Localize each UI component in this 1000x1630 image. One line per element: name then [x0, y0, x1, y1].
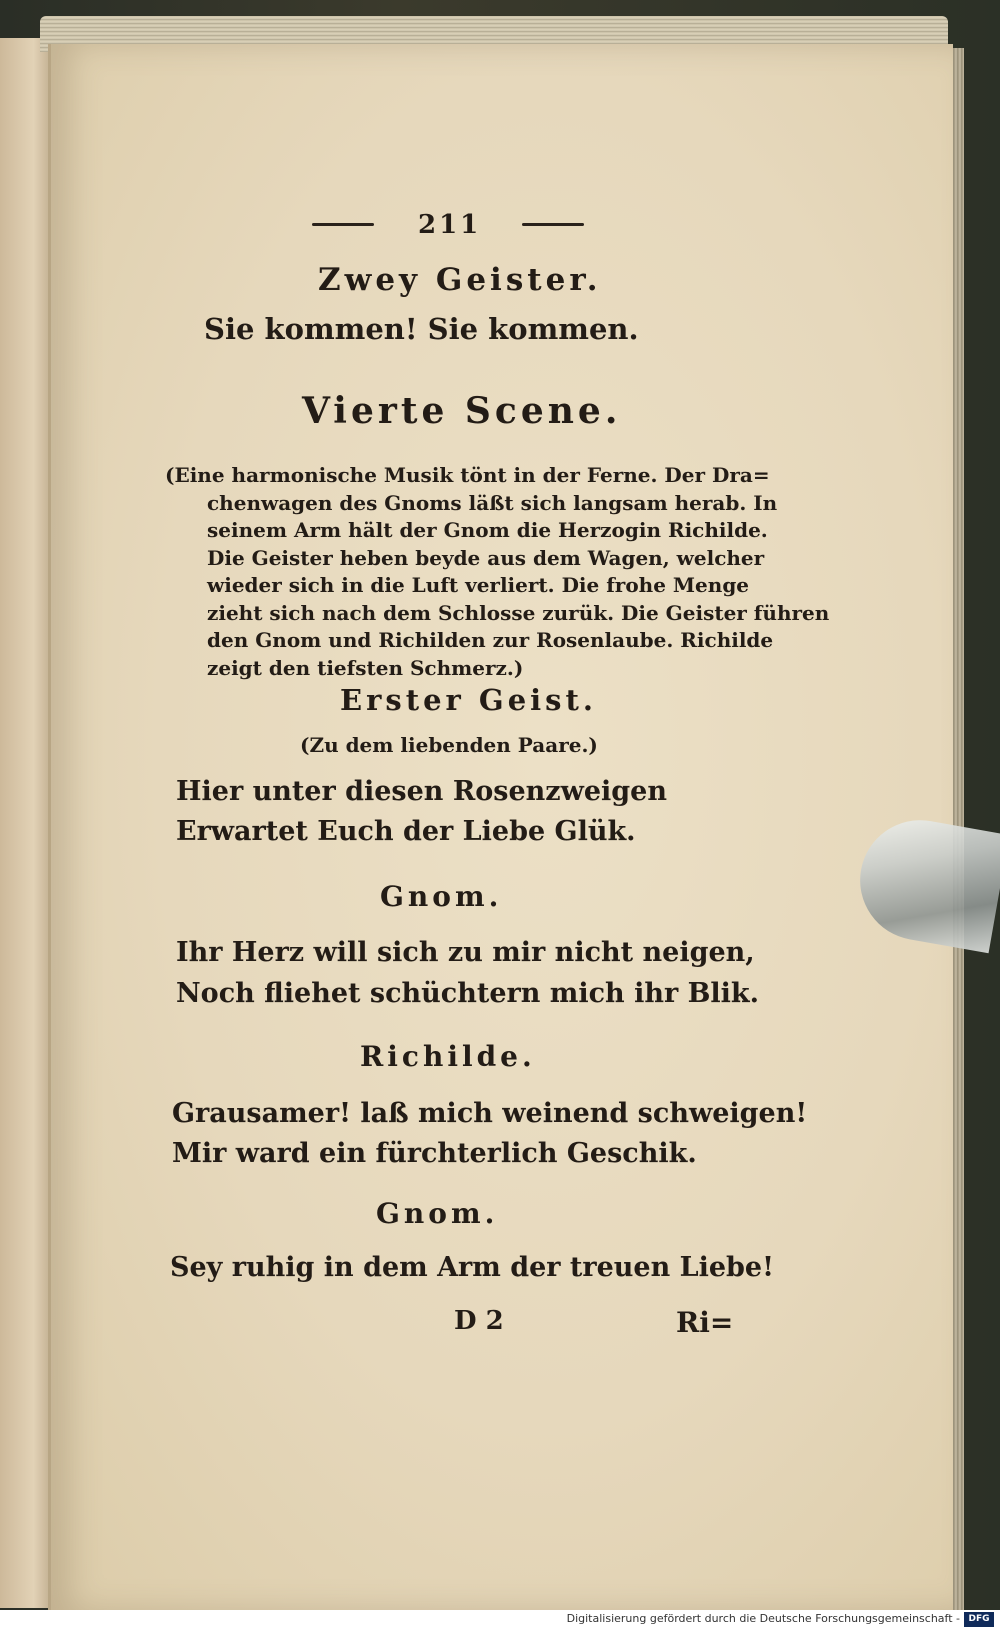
- verse-line: Erwartet Euch der Liebe Glük.: [176, 816, 636, 847]
- stage-direction-line: (Eine harmonische Musik tönt in der Ferne. Der Dra=: [165, 463, 770, 487]
- scene-title: Vierte Scene.: [302, 390, 622, 432]
- stage-direction-short: (Zu dem liebenden Paare.): [300, 733, 598, 757]
- stage-direction-line: wieder sich in die Luft verliert. Die frohe Menge: [207, 573, 750, 597]
- page-number-rule-right: [522, 223, 584, 226]
- stage-direction-line: zeigt den tiefsten Schmerz.): [207, 655, 524, 680]
- verse-line: Ihr Herz will sich zu mir nicht neigen,: [176, 937, 755, 968]
- speaker-zwey-geister: Zwey Geister.: [318, 262, 602, 298]
- page-number: 211: [418, 210, 482, 240]
- verse-line: Sie kommen! Sie kommen.: [204, 312, 639, 346]
- stage-direction: [165, 462, 830, 682]
- dfg-logo: DFG: [964, 1612, 994, 1627]
- verse-line: Mir ward ein fürchterlich Geschik.: [172, 1138, 697, 1169]
- verse-line: Grausamer! laß mich weinend schweigen!: [172, 1098, 808, 1129]
- verse-line: Sey ruhig in dem Arm der treuen Liebe!: [170, 1252, 774, 1283]
- stage-direction-line: chenwagen des Gnoms läßt sich langsam herab. In: [207, 490, 778, 515]
- footer-bar: [0, 1610, 1000, 1630]
- catchword: Ri=: [676, 1306, 734, 1339]
- stage-direction-line: zieht sich nach dem Schlosse zurük. Die Geister führen: [207, 600, 830, 625]
- footer-credit: Digitalisierung gefördert durch die Deutsche Forschungsgemeinschaft -: [566, 1612, 960, 1625]
- speaker-gnom: Gnom.: [376, 1197, 499, 1230]
- stage-direction-line: seinem Arm hält der Gnom die Herzogin Richilde.: [207, 518, 768, 542]
- speaker-gnom: Gnom.: [380, 880, 503, 913]
- stage-direction-line: Die Geister heben beyde aus dem Wagen, welcher: [207, 545, 765, 570]
- verse-line: Noch fliehet schüchtern mich ihr Blik.: [176, 978, 760, 1009]
- stage-direction-line: den Gnom und Richilden zur Rosenlaube. Richilde: [207, 628, 774, 652]
- speaker-erster-geist: Erster Geist.: [340, 683, 597, 717]
- speaker-richilde: Richilde.: [360, 1040, 536, 1073]
- signature-mark: D 2: [454, 1306, 504, 1336]
- page-number-rule-left: [312, 223, 374, 226]
- verse-line: Hier unter diesen Rosenzweigen: [176, 776, 667, 807]
